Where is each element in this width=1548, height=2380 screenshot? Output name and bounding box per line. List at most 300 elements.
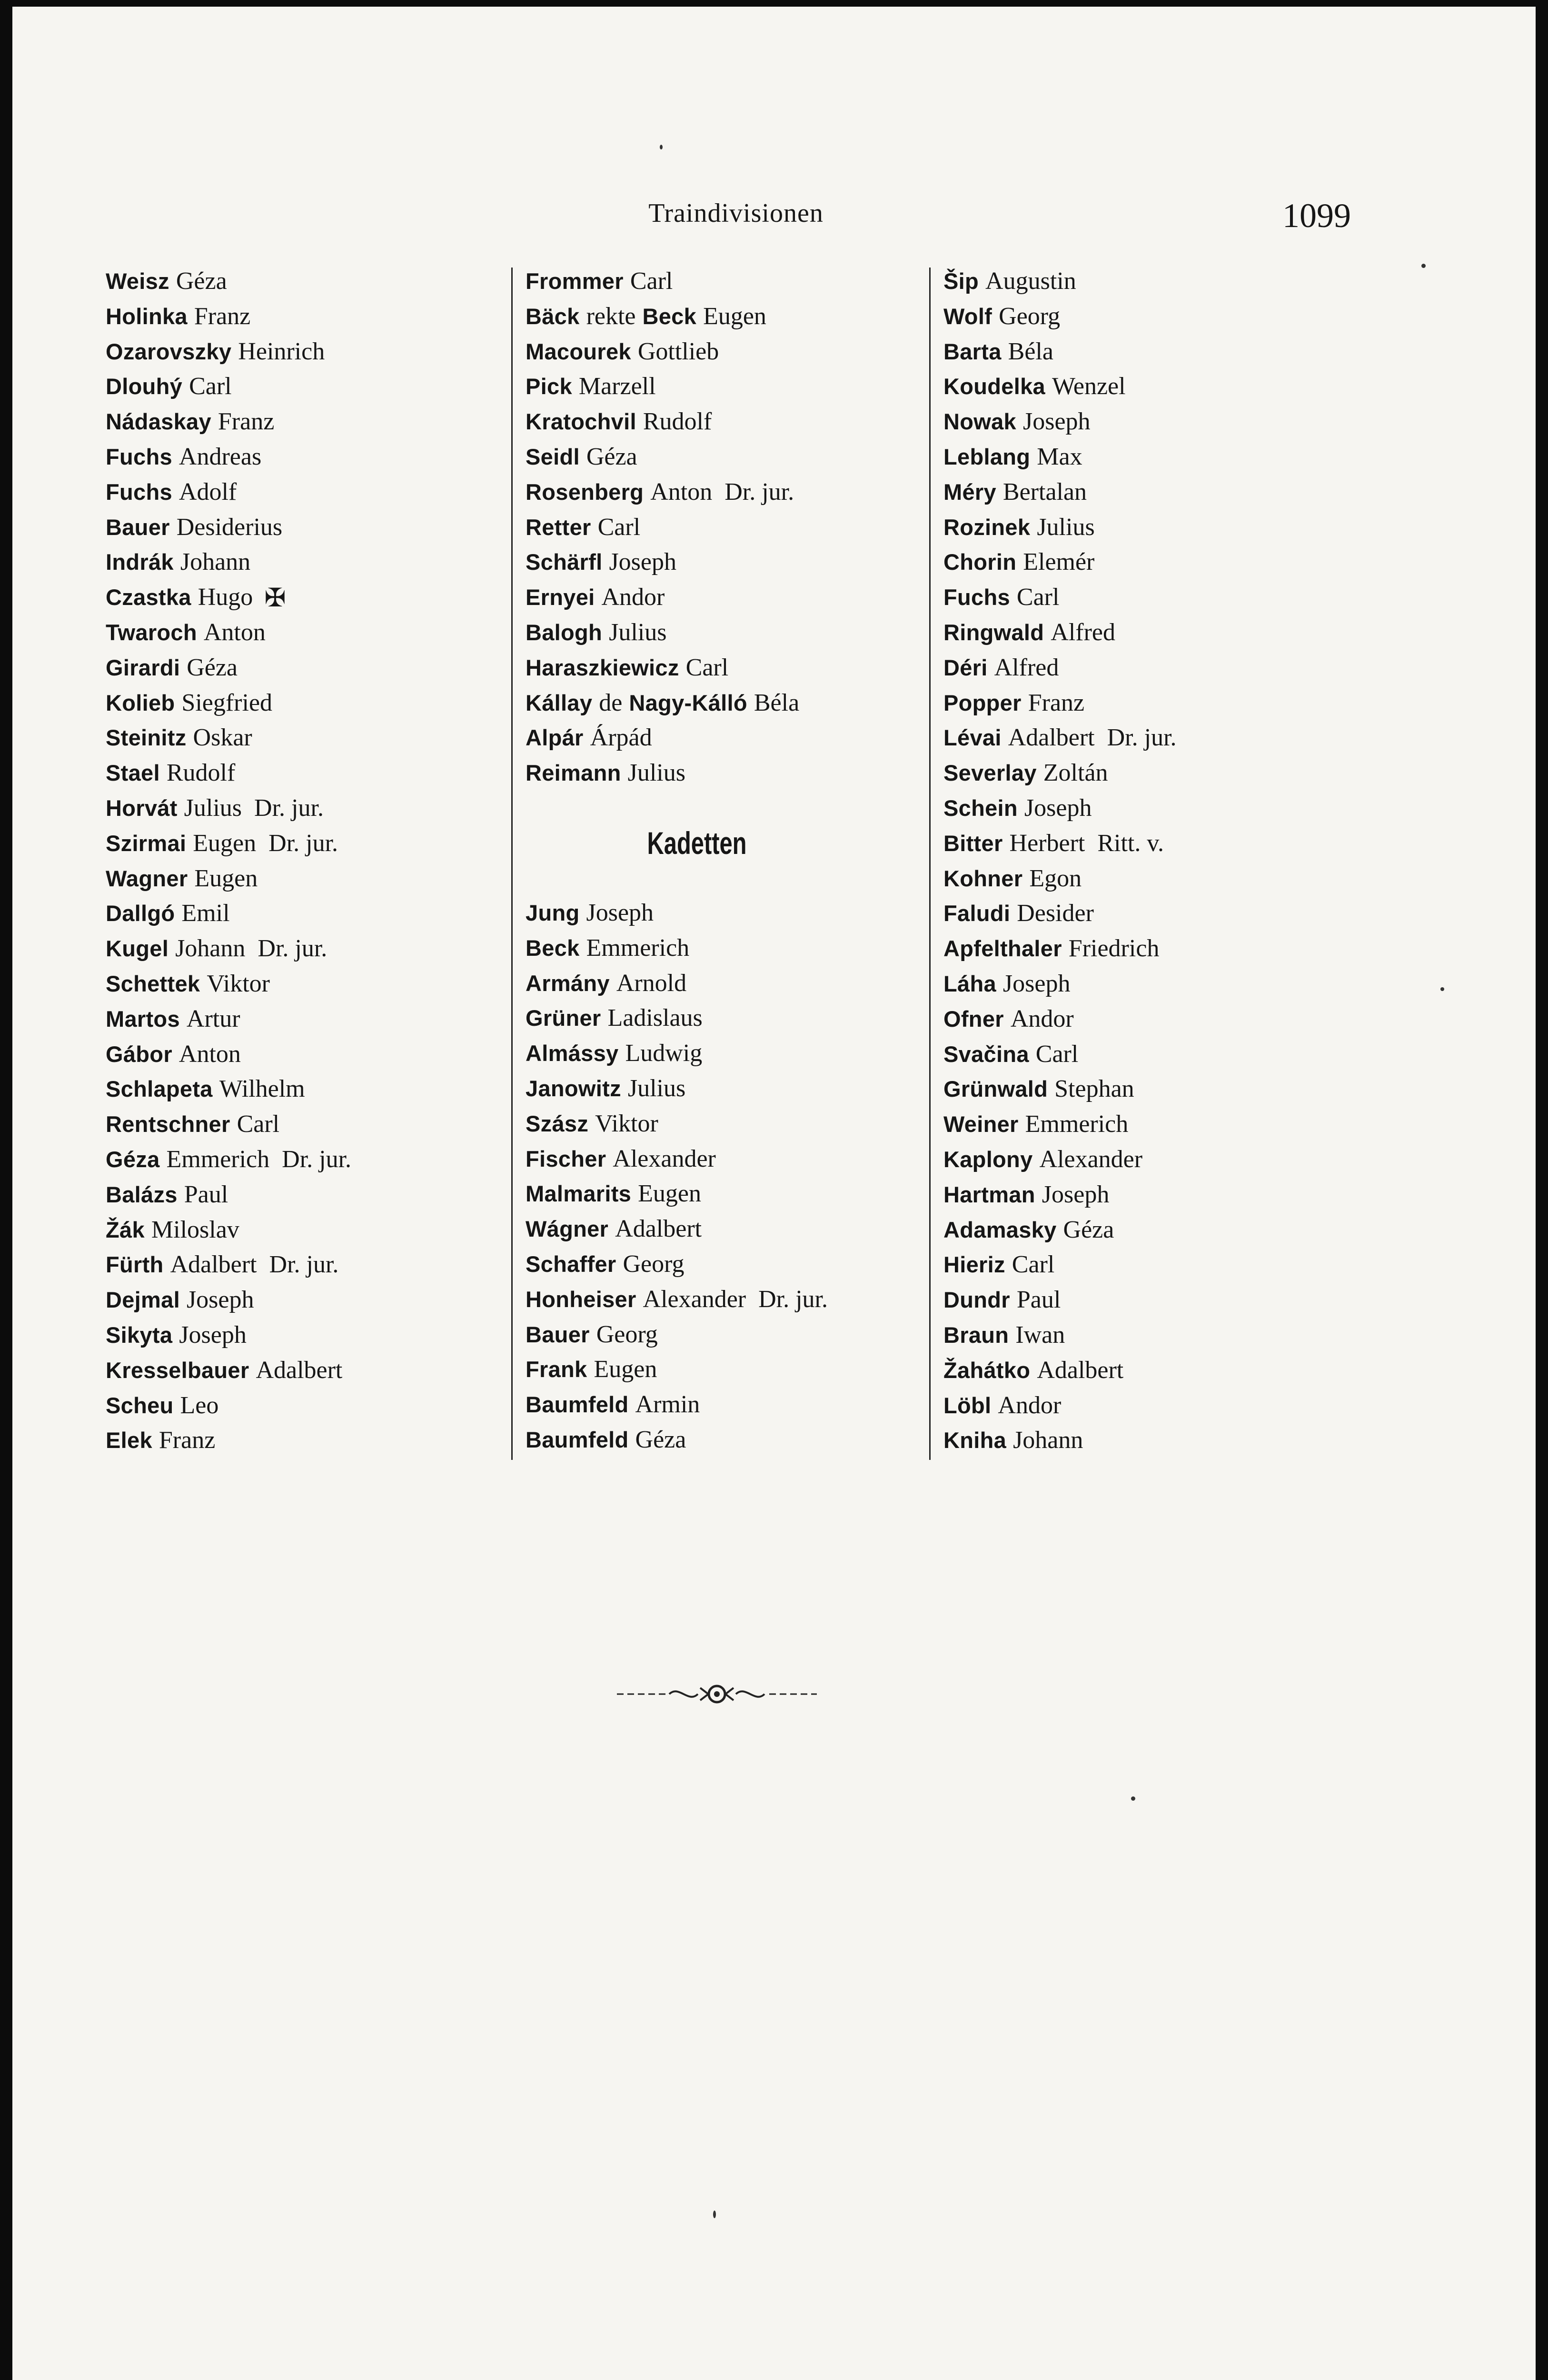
entry-given-name: Franz: [218, 408, 275, 436]
entry-surname: Apfelthaler: [943, 936, 1062, 962]
name-entry: [943, 1423, 1177, 1458]
column-2-officers: [526, 264, 868, 791]
entry-given-name: Carl: [1016, 584, 1060, 611]
entry-given-name: Herbert: [1009, 829, 1085, 857]
name-entry: [106, 685, 351, 721]
entry-surname: Kállay: [526, 690, 593, 715]
entry-given-name: Andor: [998, 1391, 1062, 1419]
entry-given-name: Géza: [586, 443, 637, 470]
entry-surname: Schärfl: [526, 549, 603, 575]
name-entry: [943, 931, 1177, 966]
entry-given-name: Franz: [1028, 689, 1085, 716]
name-entry: [943, 966, 1177, 1002]
entry-surname: Láha: [943, 971, 996, 996]
entry-given-name: Georg: [623, 1250, 685, 1278]
entry-given-name: Joseph: [1002, 970, 1071, 997]
entry-title: Dr. jur.: [258, 935, 327, 962]
column-1: [106, 264, 351, 1458]
entry-given-name: Franz: [159, 1427, 216, 1454]
name-entry: [106, 1107, 351, 1142]
name-entry: [106, 931, 351, 966]
name-entry: [106, 369, 351, 404]
name-entry: [943, 1002, 1177, 1037]
name-entry: [526, 615, 868, 650]
name-entry: [106, 1142, 351, 1177]
entry-surname: Balogh: [526, 619, 603, 645]
column-2: [526, 264, 868, 1458]
entry-surname: Rosenberg: [526, 479, 644, 505]
entry-title: Dr. jur.: [269, 1251, 339, 1279]
column-rule-left: [511, 268, 513, 1460]
entry-given-name: Desider: [1017, 900, 1094, 927]
entry-surname: Kaplony: [943, 1146, 1033, 1172]
entry-surname: Faludi: [943, 901, 1011, 926]
entry-given-name: de: [599, 689, 623, 716]
entry-given-name: Joseph: [609, 548, 676, 576]
name-entry: [526, 931, 868, 966]
entry-given-name: Artur: [186, 1005, 240, 1032]
entry-given-name: Johann: [1013, 1427, 1083, 1454]
entry-surname: Martos: [106, 1006, 180, 1031]
entry-surname: Jung: [526, 900, 580, 925]
entry-given-name: Anton: [203, 618, 266, 646]
name-entry: [526, 404, 868, 439]
entry-given-name: Paul: [1016, 1286, 1061, 1314]
entry-given-name: Paul: [184, 1180, 228, 1208]
name-entry: [106, 1177, 351, 1212]
entry-given-name: Egon: [1029, 864, 1082, 892]
name-entry: [943, 1388, 1177, 1423]
entry-surname: Kolieb: [106, 690, 175, 715]
entry-given-name: Géza: [635, 1426, 686, 1453]
entry-title: Dr. jur.: [758, 1285, 828, 1313]
entry-surname: Dejmal: [106, 1287, 180, 1313]
entry-given-name: Viktor: [595, 1110, 658, 1137]
entry-given-name: Eugen: [594, 1356, 657, 1383]
entry-surname: Szász: [526, 1111, 589, 1136]
name-entry: [526, 1176, 868, 1211]
entry-surname: Sikyta: [106, 1322, 173, 1348]
name-entry: [106, 334, 351, 369]
entry-surname: Rozinek: [943, 514, 1031, 540]
name-entry: [526, 264, 868, 299]
entry-surname: Ernyei: [526, 585, 595, 610]
entry-surname: Fuchs: [106, 479, 172, 505]
entry-surname: Severlay: [943, 760, 1037, 786]
entry-surname: Alpár: [526, 725, 584, 751]
name-entry: [106, 1353, 351, 1388]
name-entry: [943, 475, 1177, 510]
name-entry: [526, 299, 868, 334]
entry-surname: Fuchs: [943, 585, 1010, 610]
print-speck: [1440, 987, 1444, 991]
entry-given-name: Julius: [184, 794, 242, 822]
name-entry: [526, 1387, 868, 1422]
name-entry: [526, 1071, 868, 1106]
name-entry: [943, 299, 1177, 334]
name-entry: [106, 1388, 351, 1423]
entry-surname: Déri: [943, 654, 988, 680]
entry-surname: Weiner: [943, 1111, 1019, 1137]
name-entry: [526, 545, 868, 580]
name-entry: [106, 475, 351, 510]
entry-surname: Adamasky: [943, 1217, 1057, 1242]
name-entry: [526, 1352, 868, 1387]
entry-given-name: Ladislaus: [607, 1004, 703, 1032]
entry-surname: Wagner: [106, 865, 188, 891]
entry-given-name: Andor: [601, 584, 665, 611]
name-entry: [943, 791, 1177, 826]
cross-pattee-icon: ✠: [264, 584, 286, 613]
name-entry: [526, 369, 868, 404]
entry-given-name: Adalbert: [1008, 724, 1095, 752]
entry-surname: Almássy: [526, 1041, 619, 1066]
scanned-page: [12, 7, 1536, 2380]
name-entry: [943, 615, 1177, 650]
entry-surname: Schlapeta: [106, 1076, 213, 1102]
entry-given-name: Joseph: [179, 1321, 247, 1349]
entry-given-name: Árpád: [590, 724, 652, 752]
entry-title: Dr. jur.: [1107, 724, 1177, 752]
entry-surname: Baumfeld: [526, 1392, 629, 1418]
column-3: [943, 264, 1177, 1458]
name-entry: [943, 1353, 1177, 1388]
entry-surname: Leblang: [943, 444, 1031, 469]
name-entry: [943, 264, 1177, 299]
entry-surname: Schettek: [106, 971, 200, 996]
name-entry: [526, 1317, 868, 1352]
name-entry: [943, 439, 1177, 475]
name-entry: [943, 826, 1177, 861]
name-entry: [106, 791, 351, 826]
page-number: 1099: [1282, 197, 1351, 235]
entry-surname: Nádaskay: [106, 409, 211, 435]
name-entry: [106, 580, 351, 615]
entry-surname: Stael: [106, 760, 160, 786]
name-entry: [106, 966, 351, 1002]
entry-surname: Schaffer: [526, 1251, 616, 1277]
entry-surname: Hartman: [943, 1181, 1035, 1207]
entry-given-name: Eugen: [703, 302, 766, 330]
entry-given-name: Carl: [189, 373, 232, 400]
entry-surname: Ozarovszky: [106, 338, 232, 364]
name-entry: [526, 510, 868, 545]
entry-given-name: Siegfried: [181, 689, 273, 716]
entry-given-name: Carl: [237, 1111, 280, 1138]
name-entry: [106, 545, 351, 580]
entry-given-name: Oskar: [193, 724, 252, 752]
entry-surname: Ofner: [943, 1006, 1004, 1031]
entry-given-name: Carl: [597, 513, 641, 541]
print-speck: [660, 145, 663, 149]
entry-title: Dr. jur.: [282, 1145, 352, 1173]
entry-given-name: Desiderius: [176, 513, 283, 541]
entry-given-name: Emmerich: [586, 934, 690, 962]
entry-surname: Géza: [106, 1146, 160, 1172]
entry-given-name: Wilhelm: [219, 1075, 305, 1103]
entry-given-name: Arnold: [616, 969, 687, 997]
entry-surname: Twaroch: [106, 619, 197, 645]
entry-surname: Barta: [943, 338, 1002, 364]
entry-surname: Kniha: [943, 1428, 1007, 1453]
entry-given-name: Béla: [1008, 337, 1053, 365]
entry-surname: Holinka: [106, 303, 188, 329]
fleuron-icon: [617, 1677, 817, 1711]
entry-given-name: Stephan: [1054, 1075, 1134, 1103]
entry-surname: Rentschner: [106, 1111, 230, 1137]
name-entry: [526, 1141, 868, 1177]
name-entry: [943, 580, 1177, 615]
entry-surname: Dallgó: [106, 901, 175, 926]
entry-surname: Lévai: [943, 725, 1002, 751]
entry-surname: Grüner: [526, 1005, 601, 1031]
entry-title: Dr. jur.: [254, 794, 324, 822]
name-entry: [526, 685, 868, 721]
entry-surname: Malmarits: [526, 1181, 632, 1207]
entry-surname: Ringwald: [943, 619, 1044, 645]
entry-given-name: rekte: [586, 302, 636, 330]
entry-surname: Janowitz: [526, 1075, 621, 1101]
name-entry: [943, 510, 1177, 545]
name-entry: [943, 1142, 1177, 1177]
entry-title: Dr. jur.: [724, 478, 794, 506]
entry-surname: Bauer: [106, 514, 170, 540]
entry-surname: Nowak: [943, 409, 1016, 435]
entry-given-name: Emmerich: [1025, 1111, 1129, 1138]
print-speck: [1421, 264, 1426, 268]
name-entry: [943, 896, 1177, 931]
entry-given-name: Adalbert: [170, 1251, 257, 1279]
entry-given-name: Gottlieb: [637, 337, 719, 365]
entry-surname: Frommer: [526, 268, 624, 294]
entry-given-name: Alexander: [613, 1145, 716, 1172]
name-entry: [106, 1318, 351, 1353]
entry-given-name: Alexander: [1039, 1145, 1143, 1173]
entry-surname: Girardi: [106, 654, 180, 680]
name-entry: [106, 299, 351, 334]
entry-given-name: Béla: [754, 689, 800, 716]
entry-surname: Dundr: [943, 1287, 1010, 1313]
print-speck: [1131, 1796, 1135, 1801]
entry-given-name: Adalbert: [256, 1356, 343, 1384]
entry-given-name: Alfred: [994, 654, 1059, 681]
entry-given-name: Johann: [180, 548, 251, 576]
name-entry: [106, 650, 351, 685]
name-entry: [526, 439, 868, 475]
entry-surname: Grünwald: [943, 1076, 1048, 1102]
name-entry: [943, 334, 1177, 369]
entry-surname: Beck: [642, 303, 697, 329]
name-entry: [943, 1037, 1177, 1072]
entry-given-name: Miloslav: [151, 1216, 239, 1243]
column-rule-right: [929, 268, 931, 1460]
entry-given-name: Rudolf: [643, 408, 712, 436]
entry-given-name: Carl: [630, 268, 673, 295]
entry-surname: Weisz: [106, 268, 169, 294]
entry-given-name: Joseph: [586, 899, 654, 926]
entry-surname: Seidl: [526, 444, 580, 469]
name-entry: [526, 720, 868, 755]
entry-surname: Reimann: [526, 760, 621, 786]
entry-given-name: Marzell: [578, 373, 656, 400]
entry-surname: Horvát: [106, 795, 178, 821]
entry-surname: Kresselbauer: [106, 1357, 249, 1383]
entry-surname: Chorin: [943, 549, 1017, 575]
entry-given-name: Max: [1037, 443, 1082, 470]
name-entry: [943, 369, 1177, 404]
entry-surname: Czastka: [106, 585, 191, 610]
name-entry: [943, 404, 1177, 439]
name-entry: [106, 1212, 351, 1248]
name-entry: [943, 720, 1177, 755]
entry-given-name: Géza: [187, 654, 238, 681]
entry-surname: Beck: [526, 935, 580, 961]
name-entry: [943, 1212, 1177, 1248]
entry-surname: Honheiser: [526, 1286, 636, 1312]
entry-given-name: Géza: [176, 268, 227, 295]
name-entry: [106, 896, 351, 931]
entry-given-name: Friedrich: [1068, 935, 1160, 962]
name-entry: [526, 1106, 868, 1141]
name-entry: [106, 1247, 351, 1282]
name-entry: [106, 439, 351, 475]
entry-surname: Pick: [526, 374, 572, 399]
entry-surname: Braun: [943, 1322, 1009, 1348]
name-entry: [106, 510, 351, 545]
entry-given-name: Iwan: [1015, 1321, 1065, 1349]
entry-given-name: Alexander: [643, 1285, 746, 1313]
name-entry: [526, 1036, 868, 1071]
entry-surname: Svačina: [943, 1041, 1029, 1067]
name-entry: [106, 404, 351, 439]
name-entry: [526, 1282, 868, 1317]
entry-given-name: Leo: [180, 1391, 219, 1419]
name-entry: [526, 1247, 868, 1282]
entry-surname: Macourek: [526, 338, 631, 364]
entry-given-name: Andreas: [179, 443, 262, 470]
entry-surname: Šip: [943, 268, 979, 294]
name-entry: [526, 1422, 868, 1458]
name-entry: [943, 1282, 1177, 1318]
name-entry: [106, 861, 351, 896]
entry-surname: Kugel: [106, 936, 169, 962]
entry-given-name: Wenzel: [1052, 373, 1126, 400]
running-head: Traindivisionen: [648, 198, 824, 228]
entry-given-name: Carl: [685, 654, 729, 681]
entry-surname: Baumfeld: [526, 1427, 629, 1452]
entry-given-name: Joseph: [1024, 794, 1092, 822]
name-entry: [106, 1282, 351, 1318]
name-entry: [106, 264, 351, 299]
entry-given-name: Ludwig: [625, 1040, 703, 1067]
entry-given-name: Emmerich: [166, 1145, 270, 1173]
entry-given-name: Joseph: [1023, 408, 1091, 436]
entry-surname: Nagy-Kálló: [629, 690, 747, 715]
entry-surname: Löbl: [943, 1392, 992, 1418]
entry-surname: Žahátko: [943, 1357, 1031, 1383]
entry-surname: Fischer: [526, 1146, 606, 1171]
entry-surname: Wolf: [943, 303, 992, 329]
entry-surname: Koudelka: [943, 374, 1045, 399]
entry-given-name: Elemér: [1023, 548, 1095, 576]
name-entry: [943, 1107, 1177, 1142]
entry-surname: Fuchs: [106, 444, 172, 469]
entry-surname: Žák: [106, 1217, 145, 1242]
name-entry: [943, 545, 1177, 580]
entry-surname: Gábor: [106, 1041, 172, 1067]
entry-surname: Fürth: [106, 1252, 164, 1278]
entry-surname: Steinitz: [106, 725, 187, 751]
entry-surname: Dlouhý: [106, 374, 183, 399]
name-entry: [526, 895, 868, 931]
entry-given-name: Anton: [650, 478, 713, 506]
entry-given-name: Heinrich: [238, 337, 325, 365]
name-entry: [943, 1318, 1177, 1353]
entry-given-name: Eugen: [638, 1180, 701, 1208]
entry-surname: Schein: [943, 795, 1018, 821]
name-entry: [943, 685, 1177, 721]
entry-given-name: Bertalan: [1002, 478, 1087, 506]
entry-given-name: Eugen: [193, 829, 257, 857]
name-entry: [106, 720, 351, 755]
entry-given-name: Eugen: [194, 864, 258, 892]
name-entry: [943, 1177, 1177, 1212]
name-entry: [526, 1001, 868, 1036]
name-entry: [943, 650, 1177, 685]
entry-given-name: Armin: [635, 1391, 700, 1418]
name-entry: [106, 1037, 351, 1072]
entry-title: Ritt. v.: [1097, 829, 1164, 857]
entry-given-name: Joseph: [1042, 1180, 1110, 1208]
entry-given-name: Julius: [627, 1074, 686, 1102]
name-entry: [106, 1423, 351, 1458]
entry-surname: Méry: [943, 479, 996, 505]
entry-surname: Hieriz: [943, 1252, 1005, 1278]
entry-given-name: Carl: [1035, 1040, 1079, 1068]
name-entry: [943, 1247, 1177, 1282]
entry-given-name: Georg: [596, 1320, 658, 1348]
entry-surname: Bitter: [943, 830, 1003, 856]
entry-surname: Armány: [526, 970, 610, 996]
entry-title: Dr. jur.: [268, 829, 338, 857]
name-entry: [106, 826, 351, 861]
name-entry: [106, 1071, 351, 1107]
entry-given-name: Julius: [627, 759, 685, 787]
name-entry: [526, 966, 868, 1001]
entry-given-name: Adalbert: [615, 1215, 702, 1243]
name-entry: [106, 755, 351, 791]
entry-surname: Kohner: [943, 865, 1023, 891]
column-2-cadets: [526, 895, 868, 1458]
name-entry: [943, 861, 1177, 896]
name-entry: [526, 755, 868, 791]
entry-given-name: Carl: [1012, 1251, 1055, 1279]
entry-surname: Frank: [526, 1357, 587, 1382]
name-entry: [943, 1071, 1177, 1107]
name-entry: [106, 1002, 351, 1037]
entry-given-name: Julius: [1037, 513, 1095, 541]
entry-given-name: Franz: [194, 302, 251, 330]
print-speck: [713, 2211, 716, 2218]
entry-surname: Popper: [943, 690, 1022, 715]
entry-surname: Indrák: [106, 549, 174, 575]
entry-surname: Elek: [106, 1428, 152, 1453]
entry-given-name: Johann: [175, 935, 246, 962]
section-heading-kadetten: Kadetten: [647, 825, 747, 861]
entry-surname: Bäck: [526, 303, 580, 329]
entry-given-name: Hugo: [198, 584, 253, 611]
entry-given-name: Emil: [181, 900, 230, 927]
